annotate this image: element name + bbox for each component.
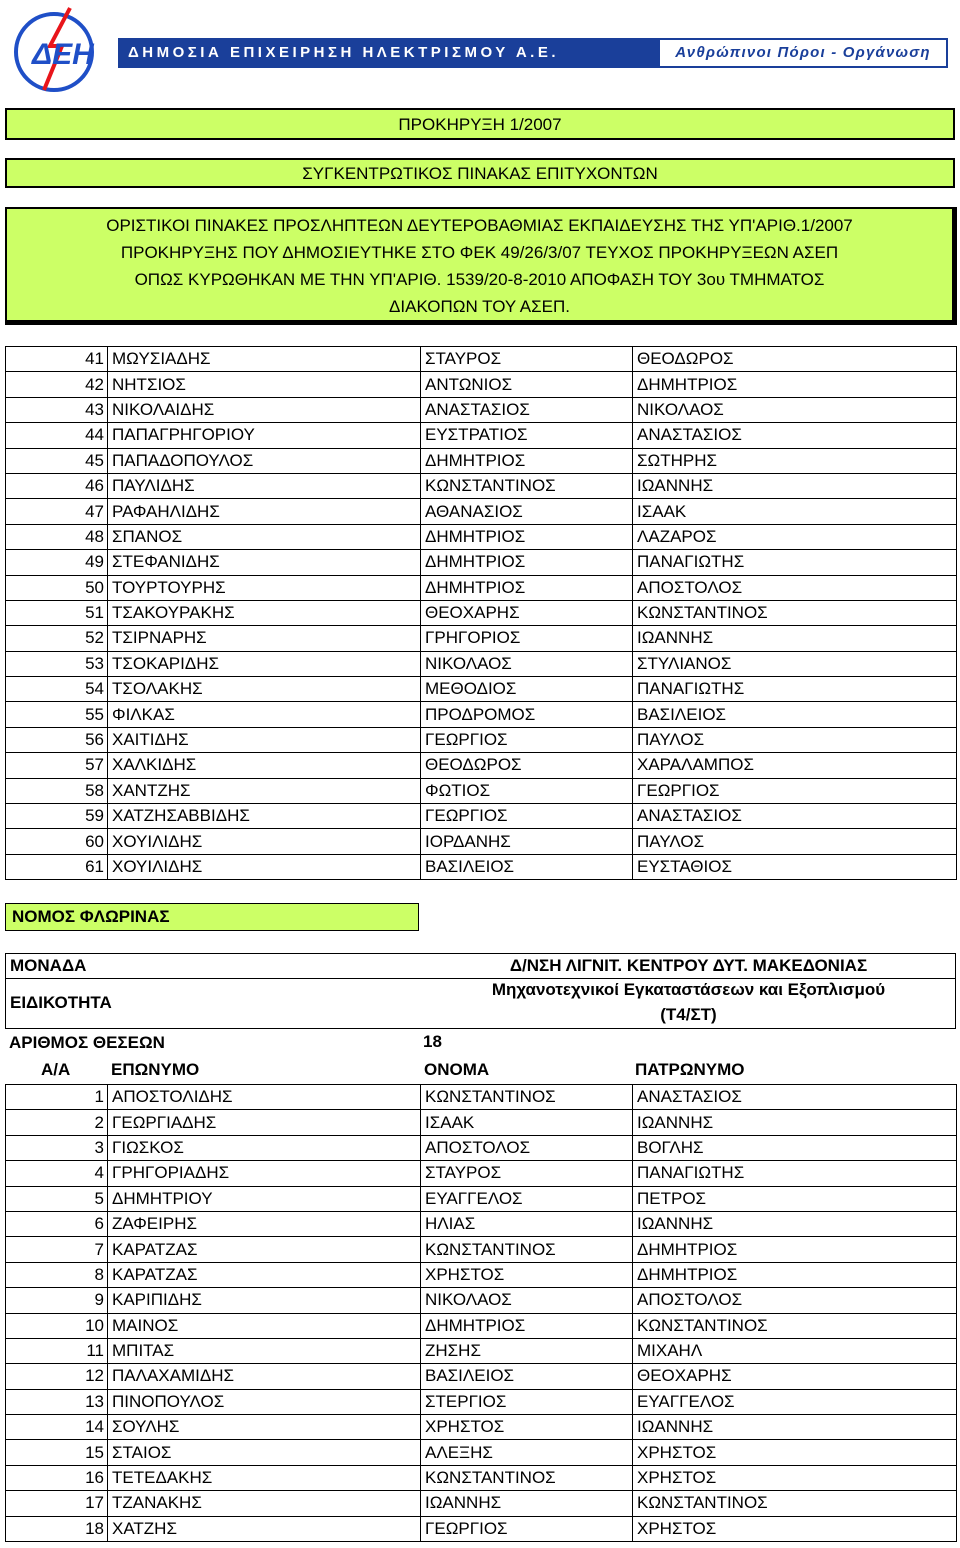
row-number: 4	[6, 1161, 108, 1186]
row-number: 58	[6, 778, 108, 803]
surname-cell: ΚΑΡΑΤΖΑΣ	[108, 1262, 421, 1287]
table-row	[6, 753, 957, 778]
fathers-name-cell: ΙΩΑΝΝΗΣ	[633, 1415, 957, 1440]
table-row	[6, 1186, 957, 1211]
fathers-name-cell: ΧΡΗΣΤΟΣ	[633, 1516, 957, 1541]
unit-row	[5, 953, 956, 979]
row-number: 56	[6, 727, 108, 752]
row-number: 16	[6, 1465, 108, 1490]
row-number: 18	[6, 1516, 108, 1541]
row-number: 46	[6, 473, 108, 498]
fathers-name-cell: ΔΗΜΗΤΡΙΟΣ	[633, 372, 957, 397]
fathers-name-cell: ΙΩΑΝΝΗΣ	[633, 1211, 957, 1236]
surname-cell: ΤΣΟΚΑΡΙΔΗΣ	[108, 651, 421, 676]
table-row	[6, 524, 957, 549]
name-cell: ΓΕΩΡΓΙΟΣ	[421, 804, 633, 829]
positions-label: ΑΡΙΘΜΟΣ ΘΕΣΕΩΝ	[9, 1033, 165, 1052]
row-number: 60	[6, 829, 108, 854]
surname-cell: ΠΑΠΑΔΟΠΟΥΛΟΣ	[108, 448, 421, 473]
surname-cell: ΧΑΤΖΗΣ	[108, 1516, 421, 1541]
document-description	[5, 207, 957, 325]
prefecture-label: ΝΟΜΟΣ ΦΛΩΡΙΝΑΣ	[5, 903, 419, 931]
col-header-name: ΟΝΟΜΑ	[424, 1060, 490, 1079]
dei-logo	[10, 6, 102, 94]
table-row	[6, 1135, 957, 1160]
row-number: 55	[6, 702, 108, 727]
positions-value: 18	[423, 1032, 442, 1051]
name-cell: ΘΕΟΧΑΡΗΣ	[421, 600, 633, 625]
surname-cell: ΓΕΩΡΓΙΑΔΗΣ	[108, 1110, 421, 1135]
surname-cell: ΓΙΩΣΚΟΣ	[108, 1135, 421, 1160]
fathers-name-cell: ΠΕΤΡΟΣ	[633, 1186, 957, 1211]
table-row	[6, 372, 957, 397]
table-row	[6, 1085, 957, 1110]
surname-cell: ΣΤΕΦΑΝΙΔΗΣ	[108, 550, 421, 575]
fathers-name-cell: ΜΙΧΑΗΛ	[633, 1338, 957, 1363]
table-row	[6, 727, 957, 752]
fathers-name-cell: ΑΝΑΣΤΑΣΙΟΣ	[633, 804, 957, 829]
surname-cell: ΝΗΤΣΙΟΣ	[108, 372, 421, 397]
surname-cell: ΤΣΟΛΑΚΗΣ	[108, 677, 421, 702]
successful-candidates-table-continued	[5, 346, 957, 880]
name-cell: ΑΝΑΣΤΑΣΙΟΣ	[421, 397, 633, 422]
name-cell: ΔΗΜΗΤΡΙΟΣ	[421, 575, 633, 600]
fathers-name-cell: ΘΕΟΔΩΡΟΣ	[633, 347, 957, 372]
surname-cell: ΧΑΛΚΙΔΗΣ	[108, 753, 421, 778]
name-cell: ΓΡΗΓΟΡΙΟΣ	[421, 626, 633, 651]
name-cell: ΖΗΣΗΣ	[421, 1338, 633, 1363]
fathers-name-cell: ΙΩΑΝΝΗΣ	[633, 626, 957, 651]
description-line: ΔΙΑΚΟΠΩΝ ΤΟΥ ΑΣΕΠ.	[389, 297, 570, 316]
name-cell: ΕΥΣΤΡΑΤΙΟΣ	[421, 423, 633, 448]
fathers-name-cell: ΑΠΟΣΤΟΛΟΣ	[633, 1288, 957, 1313]
name-cell: ΙΩΑΝΝΗΣ	[421, 1491, 633, 1516]
table-row	[6, 778, 957, 803]
row-number: 10	[6, 1313, 108, 1338]
fathers-name-cell: ΔΗΜΗΤΡΙΟΣ	[633, 1262, 957, 1287]
fathers-name-cell: ΣΩΤΗΡΗΣ	[633, 448, 957, 473]
name-cell: ΧΡΗΣΤΟΣ	[421, 1415, 633, 1440]
surname-cell: ΝΙΚΟΛΑΙΔΗΣ	[108, 397, 421, 422]
name-cell: ΑΠΟΣΤΟΛΟΣ	[421, 1135, 633, 1160]
name-cell: ΝΙΚΟΛΑΟΣ	[421, 1288, 633, 1313]
table-row	[6, 1110, 957, 1135]
fathers-name-cell: ΚΩΝΣΤΑΝΤΙΝΟΣ	[633, 1313, 957, 1338]
specialty-code: (Τ4/ΣΤ)	[660, 1005, 717, 1024]
table-row	[6, 397, 957, 422]
table-row	[6, 1211, 957, 1236]
column-headers	[5, 1057, 956, 1083]
col-header-fathers-name: ΠΑΤΡΩΝΥΜΟ	[635, 1060, 745, 1079]
row-number: 13	[6, 1389, 108, 1414]
row-number: 7	[6, 1237, 108, 1262]
surname-cell: ΧΑΝΤΖΗΣ	[108, 778, 421, 803]
surname-cell: ΠΑΥΛΙΔΗΣ	[108, 473, 421, 498]
fathers-name-cell: ΔΗΜΗΤΡΙΟΣ	[633, 1237, 957, 1262]
table-row	[6, 1516, 957, 1541]
org-name: ΔΗΜΟΣΙΑ ΕΠΙΧΕΙΡΗΣΗ ΗΛΕΚΤΡΙΣΜΟΥ Α.Ε.	[118, 38, 658, 68]
fathers-name-cell: ΙΣΑΑΚ	[633, 499, 957, 524]
row-number: 49	[6, 550, 108, 575]
fathers-name-cell: ΝΙΚΟΛΑΟΣ	[633, 397, 957, 422]
fathers-name-cell: ΣΤΥΛΙΑΝΟΣ	[633, 651, 957, 676]
surname-cell: ΜΩΥΣΙΑΔΗΣ	[108, 347, 421, 372]
name-cell: ΣΤΑΥΡΟΣ	[421, 347, 633, 372]
table-row	[6, 854, 957, 879]
table-row	[6, 626, 957, 651]
row-number: 1	[6, 1085, 108, 1110]
surname-cell: ΧΟΥΙΛΙΔΗΣ	[108, 854, 421, 879]
fathers-name-cell: ΧΡΗΣΤΟΣ	[633, 1440, 957, 1465]
row-number: 41	[6, 347, 108, 372]
name-cell: ΔΗΜΗΤΡΙΟΣ	[421, 550, 633, 575]
table-row	[6, 1237, 957, 1262]
surname-cell: ΜΠΙΤΑΣ	[108, 1338, 421, 1363]
table-row	[6, 473, 957, 498]
description-line: ΟΡΙΣΤΙΚΟΙ ΠΙΝΑΚΕΣ ΠΡΟΣΛΗΠΤΕΩΝ ΔΕΥΤΕΡΟΒΑΘΜΙΑΣ ΕΚΠΑΙΔΕΥΣΗΣ ΤΗΣ ΥΠ'ΑΡΙΘ.1/2007	[106, 216, 853, 235]
name-cell: ΚΩΝΣΤΑΝΤΙΝΟΣ	[421, 1085, 633, 1110]
row-number: 51	[6, 600, 108, 625]
fathers-name-cell: ΕΥΣΤΑΘΙΟΣ	[633, 854, 957, 879]
surname-cell: ΤΟΥΡΤΟΥΡΗΣ	[108, 575, 421, 600]
fathers-name-cell: ΚΩΝΣΤΑΝΤΙΝΟΣ	[633, 1491, 957, 1516]
fathers-name-cell: ΠΑΝΑΓΙΩΤΗΣ	[633, 1161, 957, 1186]
col-header-surname: ΕΠΩΝΥΜΟ	[111, 1060, 200, 1079]
fathers-name-cell: ΒΟΓΛΗΣ	[633, 1135, 957, 1160]
table-row	[6, 1288, 957, 1313]
header-banner	[118, 38, 948, 68]
fathers-name-cell: ΙΩΑΝΝΗΣ	[633, 473, 957, 498]
row-number: 53	[6, 651, 108, 676]
table-row	[6, 1415, 957, 1440]
specialty-label: ΕΙΔΙΚΟΤΗΤΑ	[10, 993, 112, 1012]
row-number: 54	[6, 677, 108, 702]
table-row	[6, 1389, 957, 1414]
table-row	[6, 600, 957, 625]
row-number: 61	[6, 854, 108, 879]
surname-cell: ΜΑΙΝΟΣ	[108, 1313, 421, 1338]
surname-cell: ΤΕΤΕΔΑΚΗΣ	[108, 1465, 421, 1490]
row-number: 42	[6, 372, 108, 397]
florina-candidates-table	[5, 1084, 957, 1542]
name-cell: ΘΕΟΔΩΡΟΣ	[421, 753, 633, 778]
row-number: 11	[6, 1338, 108, 1363]
name-cell: ΕΥΑΓΓΕΛΟΣ	[421, 1186, 633, 1211]
row-number: 9	[6, 1288, 108, 1313]
document-title: ΠΡΟΚΗΡΥΞΗ 1/2007	[5, 108, 955, 140]
row-number: 52	[6, 626, 108, 651]
logo-text: ΔΕΗ	[32, 38, 94, 71]
surname-cell: ΡΑΦΑΗΛΙΔΗΣ	[108, 499, 421, 524]
unit-value: Δ/ΝΣΗ ΛΙΓΝΙΤ. ΚΕΝΤΡΟΥ ΔΥΤ. ΜΑΚΕΔΟΝΙΑΣ	[509, 956, 868, 975]
table-row	[6, 423, 957, 448]
fathers-name-cell: ΠΑΥΛΟΣ	[633, 727, 957, 752]
table-row	[6, 1313, 957, 1338]
name-cell: ΔΗΜΗΤΡΙΟΣ	[421, 524, 633, 549]
name-cell: ΠΡΟΔΡΟΜΟΣ	[421, 702, 633, 727]
row-number: 8	[6, 1262, 108, 1287]
row-number: 2	[6, 1110, 108, 1135]
table-row	[6, 804, 957, 829]
name-cell: ΒΑΣΙΛΕΙΟΣ	[421, 854, 633, 879]
row-number: 57	[6, 753, 108, 778]
table-row	[6, 550, 957, 575]
surname-cell: ΚΑΡΑΤΖΑΣ	[108, 1237, 421, 1262]
fathers-name-cell: ΧΑΡΑΛΑΜΠΟΣ	[633, 753, 957, 778]
fathers-name-cell: ΙΩΑΝΝΗΣ	[633, 1110, 957, 1135]
table-row	[6, 499, 957, 524]
row-number: 5	[6, 1186, 108, 1211]
surname-cell: ΧΑΙΤΙΔΗΣ	[108, 727, 421, 752]
name-cell: ΔΗΜΗΤΡΙΟΣ	[421, 448, 633, 473]
name-cell: ΚΩΝΣΤΑΝΤΙΝΟΣ	[421, 1465, 633, 1490]
fathers-name-cell: ΑΝΑΣΤΑΣΙΟΣ	[633, 423, 957, 448]
specialty-value: Μηχανοτεχνικοί Εγκαταστάσεων και Εξοπλισμού	[491, 980, 886, 999]
name-cell: ΓΕΩΡΓΙΟΣ	[421, 727, 633, 752]
fathers-name-cell: ΚΩΝΣΤΑΝΤΙΝΟΣ	[633, 600, 957, 625]
table-row	[6, 448, 957, 473]
table-row	[6, 651, 957, 676]
row-number: 59	[6, 804, 108, 829]
row-number: 6	[6, 1211, 108, 1236]
col-header-aa: Α/Α	[41, 1060, 71, 1079]
row-number: 50	[6, 575, 108, 600]
surname-cell: ΓΡΗΓΟΡΙΑΔΗΣ	[108, 1161, 421, 1186]
name-cell: ΝΙΚΟΛΑΟΣ	[421, 651, 633, 676]
name-cell: ΒΑΣΙΛΕΙΟΣ	[421, 1364, 633, 1389]
page-header	[0, 0, 960, 100]
table-row	[6, 829, 957, 854]
fathers-name-cell: ΓΕΩΡΓΙΟΣ	[633, 778, 957, 803]
name-cell: ΔΗΜΗΤΡΙΟΣ	[421, 1313, 633, 1338]
name-cell: ΑΛΕΞΗΣ	[421, 1440, 633, 1465]
fathers-name-cell: ΘΕΟΧΑΡΗΣ	[633, 1364, 957, 1389]
row-number: 45	[6, 448, 108, 473]
name-cell: ΓΕΩΡΓΙΟΣ	[421, 1516, 633, 1541]
fathers-name-cell: ΠΑΝΑΓΙΩΤΗΣ	[633, 550, 957, 575]
fathers-name-cell: ΠΑΥΛΟΣ	[633, 829, 957, 854]
name-cell: ΜΕΘΟΔΙΟΣ	[421, 677, 633, 702]
row-number: 43	[6, 397, 108, 422]
document-subtitle: ΣΥΓΚΕΝΤΡΩΤΙΚΟΣ ΠΙΝΑΚΑΣ ΕΠΙΤΥΧΟΝΤΩΝ	[5, 158, 955, 188]
surname-cell: ΔΗΜΗΤΡΙΟΥ	[108, 1186, 421, 1211]
surname-cell: ΧΟΥΙΛΙΔΗΣ	[108, 829, 421, 854]
surname-cell: ΣΟΥΛΗΣ	[108, 1415, 421, 1440]
surname-cell: ΑΠΟΣΤΟΛΙΔΗΣ	[108, 1085, 421, 1110]
surname-cell: ΧΑΤΖΗΣΑΒΒΙΔΗΣ	[108, 804, 421, 829]
surname-cell: ΤΣΑΚΟΥΡΑΚΗΣ	[108, 600, 421, 625]
table-row	[6, 1338, 957, 1363]
table-row	[6, 1161, 957, 1186]
row-number: 14	[6, 1415, 108, 1440]
row-number: 15	[6, 1440, 108, 1465]
table-row	[6, 702, 957, 727]
surname-cell: ΤΣΙΡΝΑΡΗΣ	[108, 626, 421, 651]
name-cell: ΙΟΡΔΑΝΗΣ	[421, 829, 633, 854]
surname-cell: ΖΑΦΕΙΡΗΣ	[108, 1211, 421, 1236]
name-cell: ΚΩΝΣΤΑΝΤΙΝΟΣ	[421, 473, 633, 498]
surname-cell: ΣΠΑΝΟΣ	[108, 524, 421, 549]
fathers-name-cell: ΑΝΑΣΤΑΣΙΟΣ	[633, 1085, 957, 1110]
name-cell: ΚΩΝΣΤΑΝΤΙΝΟΣ	[421, 1237, 633, 1262]
table-row	[6, 347, 957, 372]
name-cell: ΣΤΑΥΡΟΣ	[421, 1161, 633, 1186]
surname-cell: ΦΙΛΚΑΣ	[108, 702, 421, 727]
name-cell: ΑΘΑΝΑΣΙΟΣ	[421, 499, 633, 524]
surname-cell: ΠΑΛΑΧΑΜΙΔΗΣ	[108, 1364, 421, 1389]
specialty-row	[5, 979, 956, 1029]
surname-cell: ΚΑΡΙΠΙΔΗΣ	[108, 1288, 421, 1313]
table-row	[6, 575, 957, 600]
positions-row	[5, 1029, 956, 1055]
fathers-name-cell: ΧΡΗΣΤΟΣ	[633, 1465, 957, 1490]
unit-label: ΜΟΝΑΔΑ	[10, 956, 87, 975]
table-row	[6, 677, 957, 702]
row-number: 48	[6, 524, 108, 549]
table-row	[6, 1440, 957, 1465]
surname-cell: ΠΑΠΑΓΡΗΓΟΡΙΟΥ	[108, 423, 421, 448]
surname-cell: ΤΖΑΝΑΚΗΣ	[108, 1491, 421, 1516]
fathers-name-cell: ΒΑΣΙΛΕΙΟΣ	[633, 702, 957, 727]
description-line: ΟΠΩΣ ΚΥΡΩΘΗΚΑΝ ΜΕ ΤΗΝ ΥΠ'ΑΡΙΘ. 1539/20-8-2010 ΑΠΟΦΑΣΗ ΤΟΥ 3ου ΤΜΗΜΑΤΟΣ	[134, 270, 825, 289]
row-number: 17	[6, 1491, 108, 1516]
department-name: Ανθρώπινοι Πόροι - Οργάνωση	[658, 38, 948, 68]
row-number: 47	[6, 499, 108, 524]
name-cell: ΧΡΗΣΤΟΣ	[421, 1262, 633, 1287]
table-row	[6, 1491, 957, 1516]
row-number: 44	[6, 423, 108, 448]
name-cell: ΗΛΙΑΣ	[421, 1211, 633, 1236]
name-cell: ΑΝΤΩΝΙΟΣ	[421, 372, 633, 397]
fathers-name-cell: ΠΑΝΑΓΙΩΤΗΣ	[633, 677, 957, 702]
fathers-name-cell: ΑΠΟΣΤΟΛΟΣ	[633, 575, 957, 600]
table-row	[6, 1465, 957, 1490]
row-number: 3	[6, 1135, 108, 1160]
row-number: 12	[6, 1364, 108, 1389]
surname-cell: ΠΙΝΟΠΟΥΛΟΣ	[108, 1389, 421, 1414]
description-line: ΠΡΟΚΗΡΥΞΗΣ ΠΟΥ ΔΗΜΟΣΙΕΥΤΗΚΕ ΣΤΟ ΦΕΚ 49/26/3/07 ΤΕΥΧΟΣ ΠΡΟΚΗΡΥΞΕΩΝ ΑΣΕΠ	[120, 243, 839, 262]
name-cell: ΣΤΕΡΓΙΟΣ	[421, 1389, 633, 1414]
fathers-name-cell: ΛΑΖΑΡΟΣ	[633, 524, 957, 549]
surname-cell: ΣΤΑΙΟΣ	[108, 1440, 421, 1465]
name-cell: ΙΣΑΑΚ	[421, 1110, 633, 1135]
table-row	[6, 1262, 957, 1287]
fathers-name-cell: ΕΥΑΓΓΕΛΟΣ	[633, 1389, 957, 1414]
name-cell: ΦΩΤΙΟΣ	[421, 778, 633, 803]
table-row	[6, 1364, 957, 1389]
